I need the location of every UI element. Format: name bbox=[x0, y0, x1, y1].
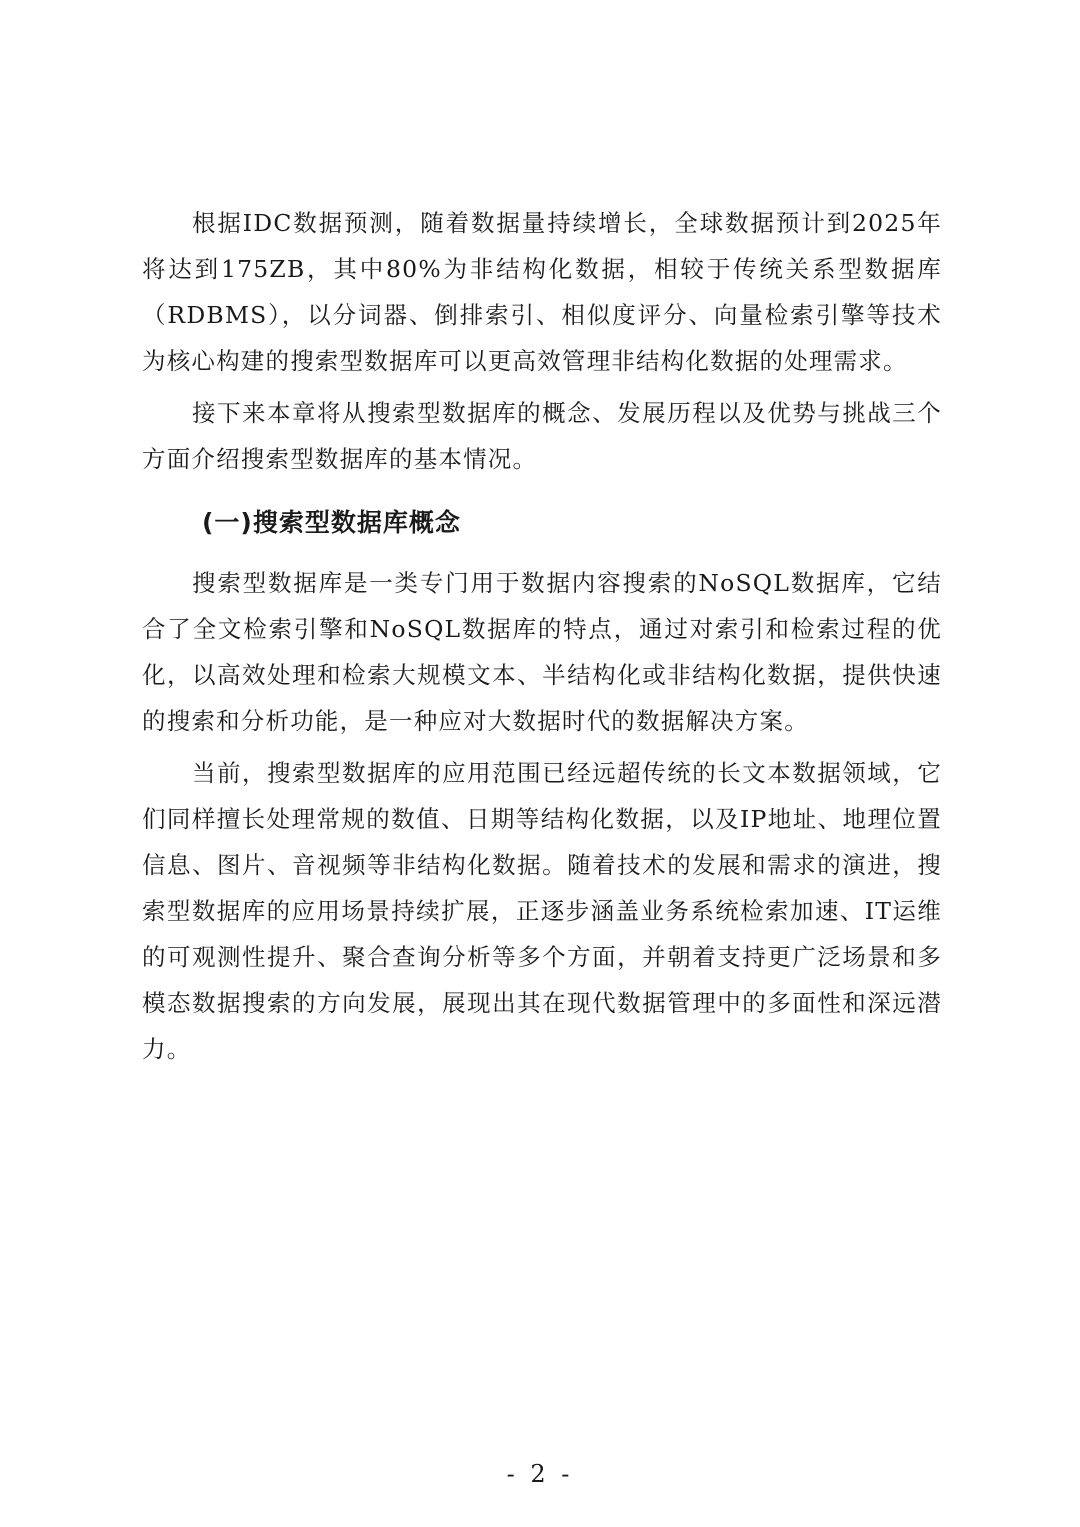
section-paragraph-2: 当前，搜索型数据库的应用范围已经远超传统的长文本数据领域，它们同样擅长处理常规的数值、日期等结构化数据，以及IP地址、地理位置信息、图片、音视频等非结构化数据。随着技术的发展和需求的演进，搜索型数据库的应用场景持续扩展，正逐步涵盖业务系统检索加速、IT运维的可观测性提升、聚合查询分析等多个方面，并朝着支持更广泛场景和多模态数据搜索的方向发展，展现出其在现代数据管理中的多面性和深远潜力。 bbox=[142, 759, 942, 1063]
intro-paragraph-1: 根据IDC数据预测，随着数据量持续增长，全球数据预计到2025年将达到175ZB，其中80%为非结构化数据，相较于传统关系型数据库（RDBMS），以分词器、倒排索引、相似度评分、向量检索引擎等技术为核心构建的搜索型数据库可以更高效管理非结构化数据的处理需求。 bbox=[142, 209, 942, 375]
section-heading: (一)搜索型数据库概念 bbox=[202, 508, 461, 537]
page-body bbox=[142, 200, 942, 1072]
section-paragraph-1: 搜索型数据库是一类专门用于数据内容搜索的NoSQL数据库，它结合了全文检索引擎和NoSQL数据库的特点，通过对索引和检索过程的优化，以高效处理和检索大规模文本、半结构化或非结构化数据，提供快速的搜索和分析功能，是一种应对大数据时代的数据解决方案。 bbox=[142, 569, 942, 735]
page-number: - 2 - bbox=[506, 1460, 574, 1488]
intro-paragraph-2: 接下来本章将从搜索型数据库的概念、发展历程以及优势与挑战三个方面介绍搜索型数据库的基本情况。 bbox=[142, 399, 942, 473]
